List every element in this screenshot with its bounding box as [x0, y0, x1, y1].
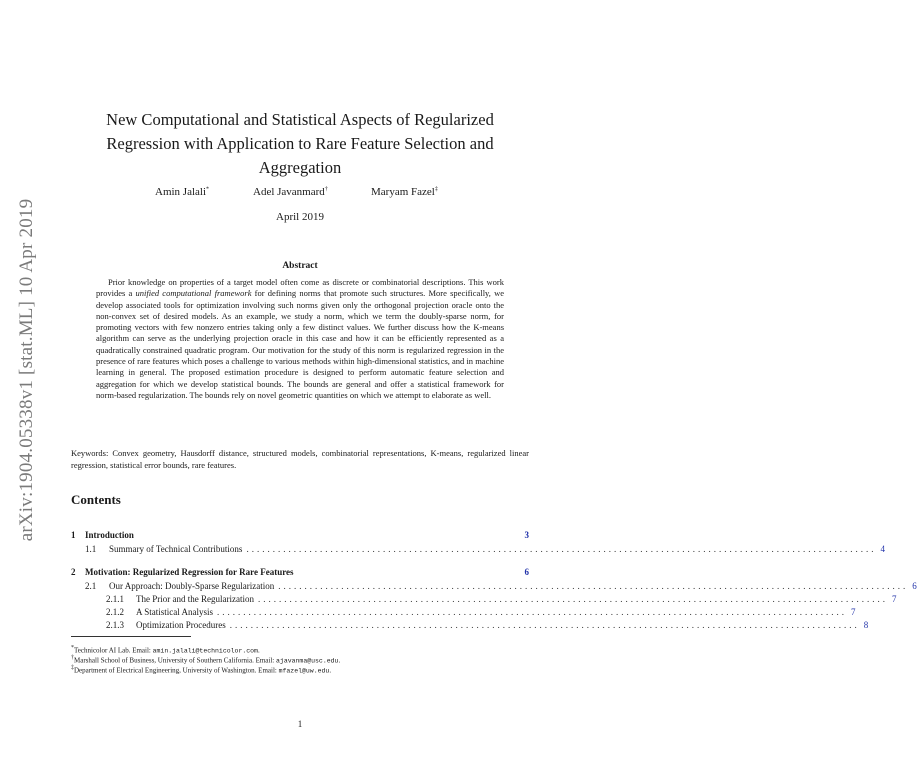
- contents-heading: Contents: [71, 492, 121, 507]
- title-line: Regression with Application to Rare Feature Selection and: [106, 134, 494, 153]
- page-number: 1: [297, 719, 303, 729]
- email-link[interactable]: ajavanma@usc.edu: [276, 657, 339, 665]
- toc-entry[interactable]: [71, 619, 869, 632]
- toc-entry-title: Summary of Technical Contributions: [109, 544, 243, 554]
- title-line: New Computational and Statistical Aspects of Regularized: [106, 110, 494, 129]
- author-jalali: Amin Jalali*: [155, 186, 210, 198]
- toc-entry[interactable]: [71, 580, 917, 593]
- toc-page-link[interactable]: 3: [524, 530, 529, 540]
- toc-entry-number: 2.1.2: [106, 607, 124, 617]
- toc-entry[interactable]: [71, 593, 897, 606]
- toc-page-link[interactable]: 6: [524, 567, 529, 577]
- toc-leader-dots: ........................................................................................................................: [229, 620, 860, 630]
- footnote-javanmard: †Marshall School of Business, University of Southern California. Email: ajavanma@usc.edu.: [71, 655, 341, 665]
- toc-leader-dots: ........................................................................................................................: [217, 607, 848, 617]
- toc-entry-title: The Prior and the Regularization: [136, 594, 254, 604]
- toc-entry-title: Our Approach: Doubly-Sparse Regularization: [109, 581, 275, 591]
- email-link[interactable]: amin.jalali@technicolor.com: [152, 647, 258, 655]
- footnote-jalali: *Technicolor AI Lab. Email: amin.jalali@technicolor.com.: [71, 645, 260, 655]
- toc-page-link[interactable]: 7: [891, 594, 897, 604]
- abstract-emphasis: unified computational framework: [135, 288, 252, 299]
- author-fazel: Maryam Fazel‡: [371, 186, 438, 198]
- abstract-heading: Abstract: [282, 261, 318, 271]
- toc-leader-dots: ........................................................................................................................: [257, 594, 888, 604]
- abstract-body: Prior knowledge on properties of a target model often come as discrete or combinatorial descriptions. This work provides a unified computational framework for defining norms that promote such structures. More specifically, we develop associated tools for optimization involving such norms given only the orthogonal projection oracle onto the non-convex set of desired models. As an example, we study a norm, which we term the doubly-sparse norm, for promoting vectors with few nonzero entries taking only a few distinct values. We further discuss how the K-means algorithm can serve as the underlying projection oracle in this case and how it can be efficiently represented as a quadratically constrained quadratic program. Our motivation for the study of this norm is regularized regression in the presence of rare features which poses a challenge to various methods within high-dimensional statistics, and in machine learning in general. The proposed estimation procedure is designed to perform automatic feature selection and aggregation for which we develop statistical bounds. The bounds are general and offer a statistical framework for norm-based regularization. The bounds rely on novel geometric quantities on which we attempt to elaborate as well.: [96, 277, 505, 400]
- toc-entry-title: A Statistical Analysis: [136, 607, 214, 617]
- toc-leader-dots: ........................................................................................................................: [278, 581, 909, 591]
- toc-entry-title: Introduction: [85, 530, 134, 540]
- toc-entry[interactable]: [71, 529, 529, 542]
- toc-entry-number: 2.1.3: [106, 620, 124, 630]
- toc-page-link[interactable]: 6: [912, 581, 917, 591]
- footnote-fazel: ‡Department of Electrical Engineering, University of Washington. Email: mfazel@uw.edu.: [71, 665, 332, 675]
- email-link[interactable]: mfazel@uw.edu: [278, 667, 330, 675]
- toc-page-link[interactable]: 4: [880, 544, 885, 554]
- arxiv-identifier: arXiv:1904.05338v1 [stat.ML] 10 Apr 2019: [16, 198, 37, 542]
- toc-entry-title: Optimization Procedures: [136, 620, 226, 630]
- toc-entry[interactable]: [71, 606, 856, 619]
- author-javanmard: Adel Javanmard†: [253, 186, 328, 198]
- arxiv-sidebar-stamp: [12, 180, 42, 560]
- paper-date: April 2019: [276, 211, 324, 223]
- toc-page-link[interactable]: 7: [851, 607, 856, 617]
- toc-entry-number: 1.1: [85, 544, 97, 554]
- toc-page-link[interactable]: 8: [863, 620, 869, 630]
- footnote-rule: [71, 636, 191, 637]
- toc-entry-number: 2.1.1: [106, 594, 124, 604]
- toc-entry-number: 1: [71, 530, 76, 540]
- toc-entry[interactable]: [71, 566, 529, 579]
- paper-title: [60, 108, 540, 180]
- toc-entry-number: 2.1: [85, 581, 97, 591]
- toc-entry[interactable]: [71, 543, 885, 556]
- toc-leader-dots: ........................................................................................................................: [246, 544, 877, 554]
- toc-entry-title: Motivation: Regularized Regression for Rare Features: [85, 567, 294, 577]
- keywords: Keywords: Convex geometry, Hausdorff distance, structured models, combinatorial representations, K-means, regularized linear regression, statistical error bounds, rare features.: [71, 448, 529, 470]
- title-line: Aggregation: [258, 158, 342, 177]
- toc-entry-number: 2: [71, 567, 76, 577]
